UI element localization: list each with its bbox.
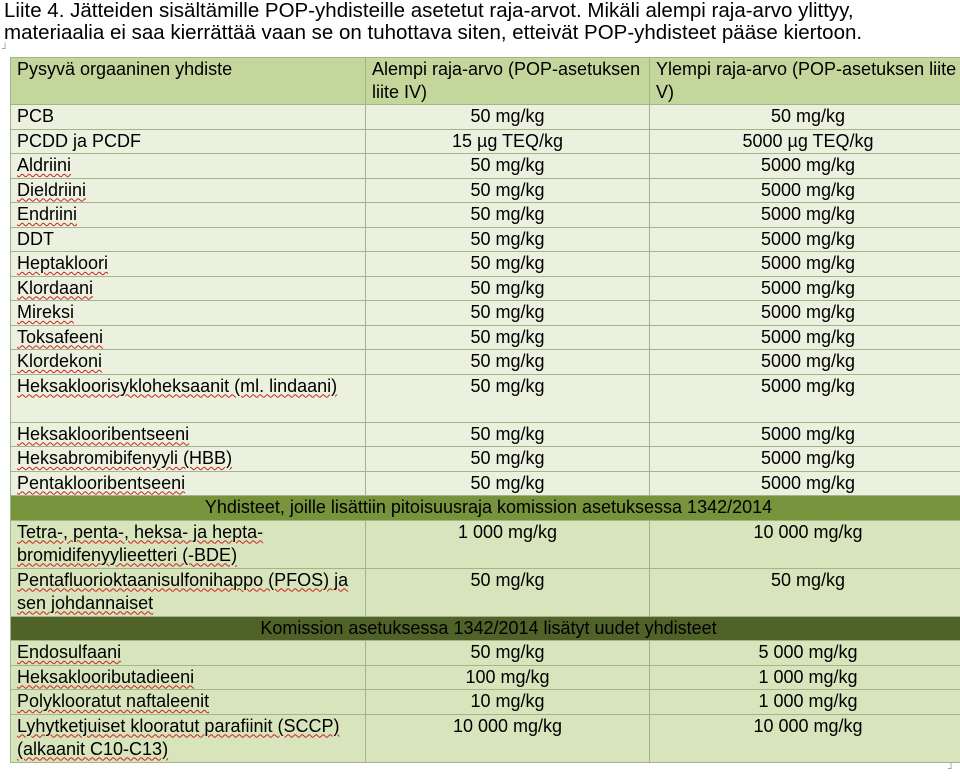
- table-row: [11, 203, 960, 228]
- lower-limit-cell: 100 mg/kg: [366, 665, 650, 690]
- table-row: [11, 568, 960, 616]
- compound-cell: Toksafeeni: [11, 325, 366, 350]
- table-row: [11, 227, 960, 252]
- lower-limit-cell: 50 mg/kg: [366, 178, 650, 203]
- header-compound: Pysyvä orgaaninen yhdiste: [11, 58, 366, 105]
- table-row: [11, 325, 960, 350]
- upper-limit-cell: 5000 mg/kg: [650, 178, 960, 203]
- table-row: [11, 276, 960, 301]
- table-row: [11, 374, 960, 422]
- table-row: [11, 690, 960, 715]
- compound-cell: Heksabromibifenyyli (HBB): [11, 447, 366, 472]
- document-caption: [4, 0, 956, 44]
- compound-cell: Heksaklooribentseeni: [11, 422, 366, 447]
- compound-cell: Mireksi: [11, 301, 366, 326]
- table-corner-mark-icon: ┘: [948, 764, 955, 775]
- compound-cell: Endosulfaani: [11, 641, 366, 666]
- lower-limit-cell: 10 mg/kg: [366, 690, 650, 715]
- compound-cell: Aldriini: [11, 154, 366, 179]
- table-row: [11, 301, 960, 326]
- upper-limit-cell: 5000 mg/kg: [650, 252, 960, 277]
- table-row: [11, 350, 960, 375]
- lower-limit-cell: 1 000 mg/kg: [366, 520, 650, 568]
- lower-limit-cell: 50 mg/kg: [366, 471, 650, 496]
- upper-limit-cell: 5000 mg/kg: [650, 203, 960, 228]
- upper-limit-cell: 1 000 mg/kg: [650, 665, 960, 690]
- header-upper-limit: Ylempi raja-arvo (POP-asetuksen liite V): [650, 58, 960, 105]
- lower-limit-cell: 10 000 mg/kg: [366, 714, 650, 762]
- lower-limit-cell: 50 mg/kg: [366, 252, 650, 277]
- upper-limit-cell: 50 mg/kg: [650, 568, 960, 616]
- lower-limit-cell: 50 mg/kg: [366, 227, 650, 252]
- lower-limit-cell: 50 mg/kg: [366, 325, 650, 350]
- upper-limit-cell: 5000 µg TEQ/kg: [650, 129, 960, 154]
- table-row: [11, 641, 960, 666]
- section-header-1342-limits-title: Yhdisteet, joille lisättiin pitoisuusraja komission asetuksessa 1342/2014: [11, 496, 960, 521]
- compound-cell: PCB: [11, 105, 366, 130]
- compound-cell: Dieldriini: [11, 178, 366, 203]
- compound-cell: Pentafluorioktaanisulfonihappo (PFOS) ja sen johdannaiset: [11, 568, 366, 616]
- upper-limit-cell: 5 000 mg/kg: [650, 641, 960, 666]
- lower-limit-cell: 50 mg/kg: [366, 276, 650, 301]
- upper-limit-cell: 5000 mg/kg: [650, 276, 960, 301]
- pop-limits-table: [10, 57, 960, 763]
- lower-limit-cell: 50 mg/kg: [366, 641, 650, 666]
- table-row: [11, 154, 960, 179]
- caption-line-1: Liite 4. Jätteiden sisältämille POP-yhdisteille asetetut raja-arvot. Mikäli alempi raja-arvo ylittyy,: [4, 0, 854, 22]
- compound-cell: Tetra-, penta-, heksa- ja hepta-bromidifenyylieetteri (-BDE): [11, 520, 366, 568]
- table-row: [11, 422, 960, 447]
- compound-cell: DDT: [11, 227, 366, 252]
- table-row: [11, 520, 960, 568]
- header-lower-limit: Alempi raja-arvo (POP-asetuksen liite IV): [366, 58, 650, 105]
- table-row: [11, 714, 960, 762]
- lower-limit-cell: 15 µg TEQ/kg: [366, 129, 650, 154]
- compound-cell: Heptakloori: [11, 252, 366, 277]
- upper-limit-cell: 10 000 mg/kg: [650, 714, 960, 762]
- table-row: [11, 471, 960, 496]
- upper-limit-cell: 50 mg/kg: [650, 105, 960, 130]
- upper-limit-cell: 5000 mg/kg: [650, 447, 960, 472]
- lower-limit-cell: 50 mg/kg: [366, 105, 650, 130]
- table-corner-mark-icon: ┘: [2, 44, 9, 55]
- upper-limit-cell: 5000 mg/kg: [650, 301, 960, 326]
- table-row: [11, 178, 960, 203]
- table-row: [11, 252, 960, 277]
- upper-limit-cell: 10 000 mg/kg: [650, 520, 960, 568]
- lower-limit-cell: 50 mg/kg: [366, 301, 650, 326]
- table-row: [11, 129, 960, 154]
- section-header-new-compounds-title: Komission asetuksessa 1342/2014 lisätyt uudet yhdisteet: [11, 616, 960, 641]
- lower-limit-cell: 50 mg/kg: [366, 203, 650, 228]
- upper-limit-cell: 5000 mg/kg: [650, 471, 960, 496]
- upper-limit-cell: 5000 mg/kg: [650, 154, 960, 179]
- caption-line-2: materiaalia ei saa kierrättää vaan se on tuhottava siten, etteivät POP-yhdisteet pääse kiertoon.: [4, 21, 863, 44]
- upper-limit-cell: 5000 mg/kg: [650, 227, 960, 252]
- table-row: [11, 105, 960, 130]
- compound-cell: Lyhytketjuiset klooratut parafiinit (SCCP) (alkaanit C10-C13): [11, 714, 366, 762]
- lower-limit-cell: 50 mg/kg: [366, 154, 650, 179]
- lower-limit-cell: 50 mg/kg: [366, 350, 650, 375]
- upper-limit-cell: 5000 mg/kg: [650, 325, 960, 350]
- compound-cell: Endriini: [11, 203, 366, 228]
- lower-limit-cell: 50 mg/kg: [366, 374, 650, 422]
- upper-limit-cell: 1 000 mg/kg: [650, 690, 960, 715]
- compound-cell: Heksakloorisykloheksaanit (ml. lindaani): [11, 374, 366, 422]
- table-row: [11, 447, 960, 472]
- compound-cell: Polyklooratut naftaleenit: [11, 690, 366, 715]
- compound-cell: Klordekoni: [11, 350, 366, 375]
- upper-limit-cell: 5000 mg/kg: [650, 350, 960, 375]
- lower-limit-cell: 50 mg/kg: [366, 447, 650, 472]
- section-header-new-compounds: [11, 616, 960, 641]
- table-header-row: [11, 58, 960, 105]
- compound-cell: Klordaani: [11, 276, 366, 301]
- lower-limit-cell: 50 mg/kg: [366, 422, 650, 447]
- compound-cell: Heksaklooributadieeni: [11, 665, 366, 690]
- section-header-1342-limits: [11, 496, 960, 521]
- table-row: [11, 665, 960, 690]
- upper-limit-cell: 5000 mg/kg: [650, 422, 960, 447]
- lower-limit-cell: 50 mg/kg: [366, 568, 650, 616]
- compound-cell: Pentaklooribentseeni: [11, 471, 366, 496]
- compound-cell: PCDD ja PCDF: [11, 129, 366, 154]
- upper-limit-cell: 5000 mg/kg: [650, 374, 960, 422]
